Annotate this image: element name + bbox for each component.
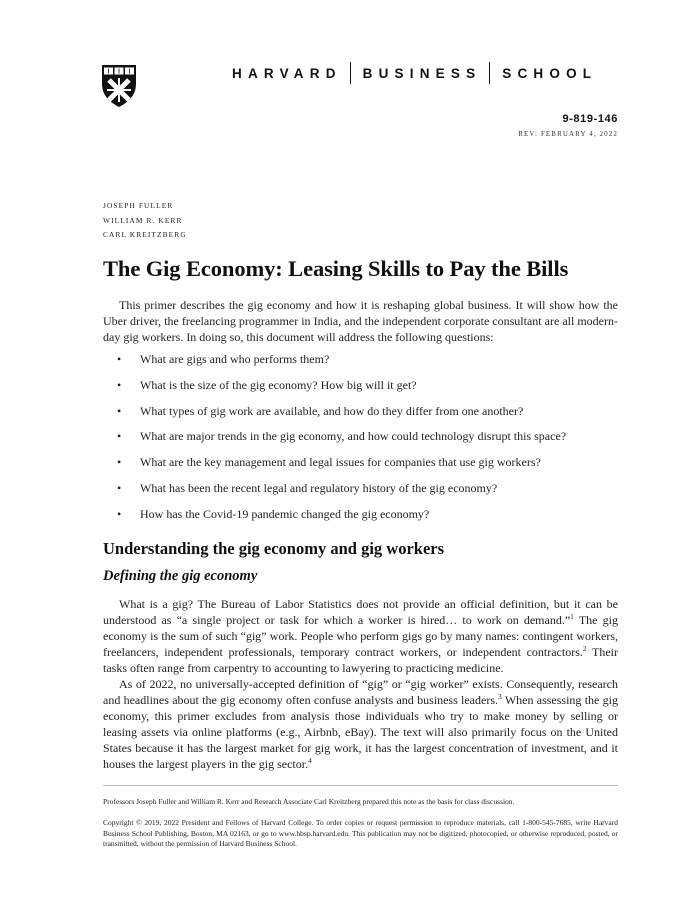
footnote-marker[interactable]: 4 — [308, 756, 312, 765]
masthead — [232, 62, 597, 84]
paragraph-text: When assessing the gig economy, this primer excludes from analysis those individuals who try to make money by selling or leasing assets via online platforms (e.g., Airbnb, eBay). The text will also primarily focus on the United States because it has the largest market for gig work, it has the largest concentration of investment, and it houses the largest players in the gig sector. — [103, 693, 618, 771]
question-item: • How has the Covid-19 pandemic changed the gig economy? — [103, 506, 618, 532]
author-list — [103, 199, 187, 243]
section-heading: Understanding the gig economy and gig workers — [103, 539, 445, 558]
masthead-harvard: HARVARD — [232, 65, 342, 81]
question-item: • What are the key management and legal issues for companies that use gig workers? — [103, 454, 618, 480]
paragraph-text: The gig economy is the sum of such “gig” work. People who perform gigs go by many names: contingent workers, freelancers, independent professionals, temporary contract workers, or independent contractors. — [103, 613, 618, 659]
paragraph-text: Their tasks often range from carpentry to accounting to lawyering to practicing medicine. — [103, 645, 618, 675]
author-name: CARL KREITZBERG — [103, 230, 187, 240]
question-item: • What types of gig work are available, and how do they differ from one another? — [103, 403, 618, 429]
masthead-school: SCHOOL — [502, 65, 598, 81]
revision-date: REV: FEBRUARY 4, 2022 — [518, 130, 618, 138]
document-number: 9-819-146 — [562, 113, 618, 125]
masthead-divider — [350, 62, 351, 84]
masthead-business: BUSINESS — [362, 65, 482, 81]
body-paragraph-1 — [103, 596, 618, 676]
question-item: • What is the size of the gig economy? How big will it get? — [103, 377, 618, 403]
paragraph-text: As of 2022, no universally-accepted definition of “gig” or “gig worker” exists. Consequently, research and headlines about the gig economy often confuse analysts and business leaders. — [103, 677, 618, 707]
subsection-heading: Defining the gig economy — [103, 568, 258, 584]
paragraph-text: What is a gig? The Bureau of Labor Statistics does not provide an official definition, but it can be understood as “a single project or task for which a worker is hired… to work on demand.” — [103, 597, 618, 627]
body-paragraph-2 — [103, 676, 618, 772]
question-item: • What are major trends in the gig economy, and how could technology disrupt this space? — [103, 428, 618, 454]
document-title: The Gig Economy: Leasing Skills to Pay the Bills — [103, 256, 569, 281]
question-list — [103, 351, 618, 532]
footnote-marker[interactable]: 1 — [570, 612, 574, 621]
intro-paragraph: This primer describes the gig economy and how it is reshaping global business. It will show how the Uber driver, the freelancing programmer in India, and the independent corporate consultant are all modern-day gig workers. In doing so, this document will address the following questions: — [103, 298, 618, 344]
author-name: JOSEPH FULLER — [103, 201, 174, 210]
authorship-note: Professors Joseph Fuller and William R. Kerr and Research Associate Carl Kreitzberg prepared this note as the basis for class discussion. — [103, 797, 515, 806]
harvard-shield-icon — [101, 64, 137, 108]
footer-divider — [103, 785, 618, 786]
author-name: WILLIAM R. KERR — [103, 215, 183, 225]
footnote-marker[interactable]: 3 — [498, 692, 502, 701]
masthead-divider — [489, 62, 490, 84]
question-item: • What are gigs and who performs them? — [103, 351, 618, 377]
question-item: • What has been the recent legal and regulatory history of the gig economy? — [103, 480, 618, 506]
copyright-notice: Copyright © 2019, 2022 President and Fellows of Harvard College. To order copies or request permission to reproduce materials, call 1-800-545-7685, write Harvard Business School Publishing, Boston, MA 02163, or go to www.hbsp.harvard.edu. This publication may not be digitized, photocopied, or otherwise reproduced, posted, or transmitted, without the permission of Harvard Business School. — [103, 818, 618, 849]
footnote-marker[interactable]: 2 — [582, 644, 587, 653]
